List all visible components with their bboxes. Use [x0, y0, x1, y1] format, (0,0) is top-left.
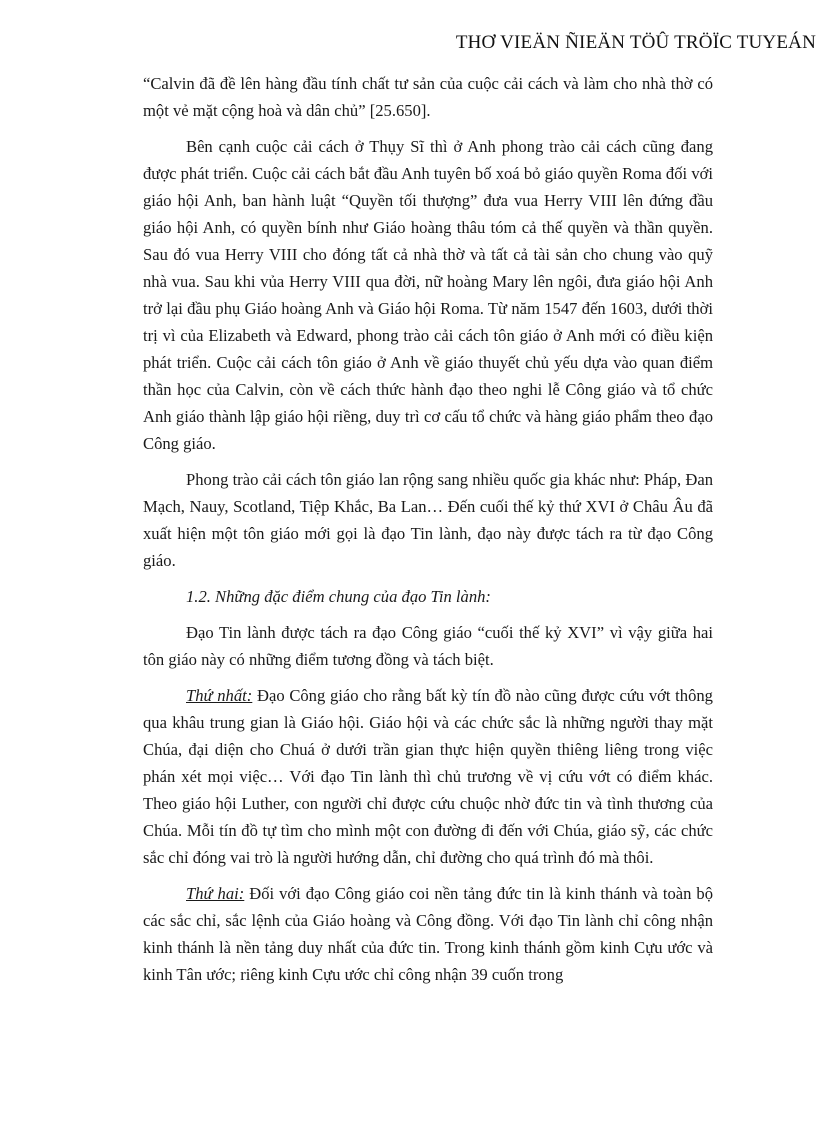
paragraph-england-reform: Bên cạnh cuộc cải cách ở Thụy Sĩ thì ở Anh phong trào cải cách cũng đang được phát triển. Cuộc cải cách bắt đầu Anh tuyên bố xoá bỏ giáo quyền Roma đối với giáo hội Anh, ban hành luật “Quyền tối thượng” đưa vua Herry VIII lên đứng đầu giáo hội Anh, có quyền bính như Giáo hoàng thâu tóm cả thế quyền và thần quyền. Sau đó vua Herry VIII cho đóng tất cả nhà thờ và tất cả tài sản cho chung vào quỹ nhà vua. Sau khi vủa Herry VIII qua đời, nữ hoàng Mary lên ngôi, đưa giáo hội Anh trở lại đầu phụ Giáo hoàng Anh và Giáo hội Roma. Từ năm 1547 đến 1603, dưới thời trị vì của Elizabeth và Edward, phong trào cải cách tôn giáo ở Anh mới có điều kiện phát triển. Cuộc cải cách tôn giáo ở Anh về giáo thuyết chủ yếu dựa vào quan điểm thần học của Calvin, còn về cách thức hành đạo theo nghi lễ Công giáo và tổ chức Anh giáo thành lập giáo hội riềng, duy trì cơ cấu tổ chức và hàng giáo phẩm theo đạo Công giáo.	[143, 137, 713, 453]
paragraph-second-point	[143, 880, 713, 988]
first-point-body: Đạo Công giáo cho rằng bất kỳ tín đồ nào cũng được cứu vớt thông qua khâu trung gian là Giáo hội. Giáo hội và các chức sắc là những người thay mặt Chúa, đại diện cho Chuá ở dưới trần gian thực hiện quyền thiêng liêng trong việc phán xét mọi việc… Với đạo Tin lành thì chủ trương về vị cứu vớt có điểm khác. Theo giáo hội Luther, con người chỉ được cứu chuộc nhờ đức tin và tình thương của Chúa. Mỗi tín đồ tự tìm cho mình một con đường đi đến với Chúa, giáo sỹ, các chức sắc chỉ đóng vai trò là người hướng dẫn, chỉ đường cho quá trình đó mà thôi.	[143, 686, 713, 867]
page-header-title: THƠ VIEÄN ÑIEÄN TÖÛ TRÖÏC TUYEÁN	[455, 32, 816, 53]
paragraph-reform-spread: Phong trào cải cách tôn giáo lan rộng sang nhiều quốc gia khác như: Pháp, Đan Mạch, Nauy, Scotland, Tiệp Khắc, Ba Lan… Đến cuối thế kỷ thứ XVI ở Châu Âu đã xuất hiện một tôn giáo mới gọi là đạo Tin lành, đạo này được tách ra từ đạo Công giáo.	[143, 470, 713, 570]
paragraph-calvin-quote: “Calvin đã đề lên hàng đầu tính chất tư sản của cuộc cải cách và làm cho nhà thờ có một vẻ mặt cộng hoà và dân chủ” [25.650].	[143, 74, 713, 120]
document-body	[143, 70, 713, 997]
paragraph-separation: Đạo Tin lành được tách ra đạo Công giáo “cuối thế kỷ XVI” vì vậy giữa hai tôn giáo này có những điểm tương đồng và tách biệt.	[143, 623, 713, 669]
second-point-body: Đối với đạo Công giáo coi nền tảng đức tin là kinh thánh và toàn bộ các sắc chỉ, sắc lệnh của Giáo hoàng và Công đồng. Với đạo Tin lành chỉ công nhận kinh thánh là nền tảng duy nhất của đức tin. Trong kinh thánh gồm kinh Cựu ước và kinh Tân ước; riêng kinh Cựu ước chỉ công nhận 39 cuốn trong	[143, 884, 713, 984]
first-point-lead: Thứ nhất:	[186, 686, 253, 705]
second-point-lead: Thứ hai:	[186, 884, 245, 903]
section-heading: 1.2. Những đặc điểm chung của đạo Tin lành:	[186, 587, 491, 606]
paragraph-first-point	[143, 682, 713, 871]
